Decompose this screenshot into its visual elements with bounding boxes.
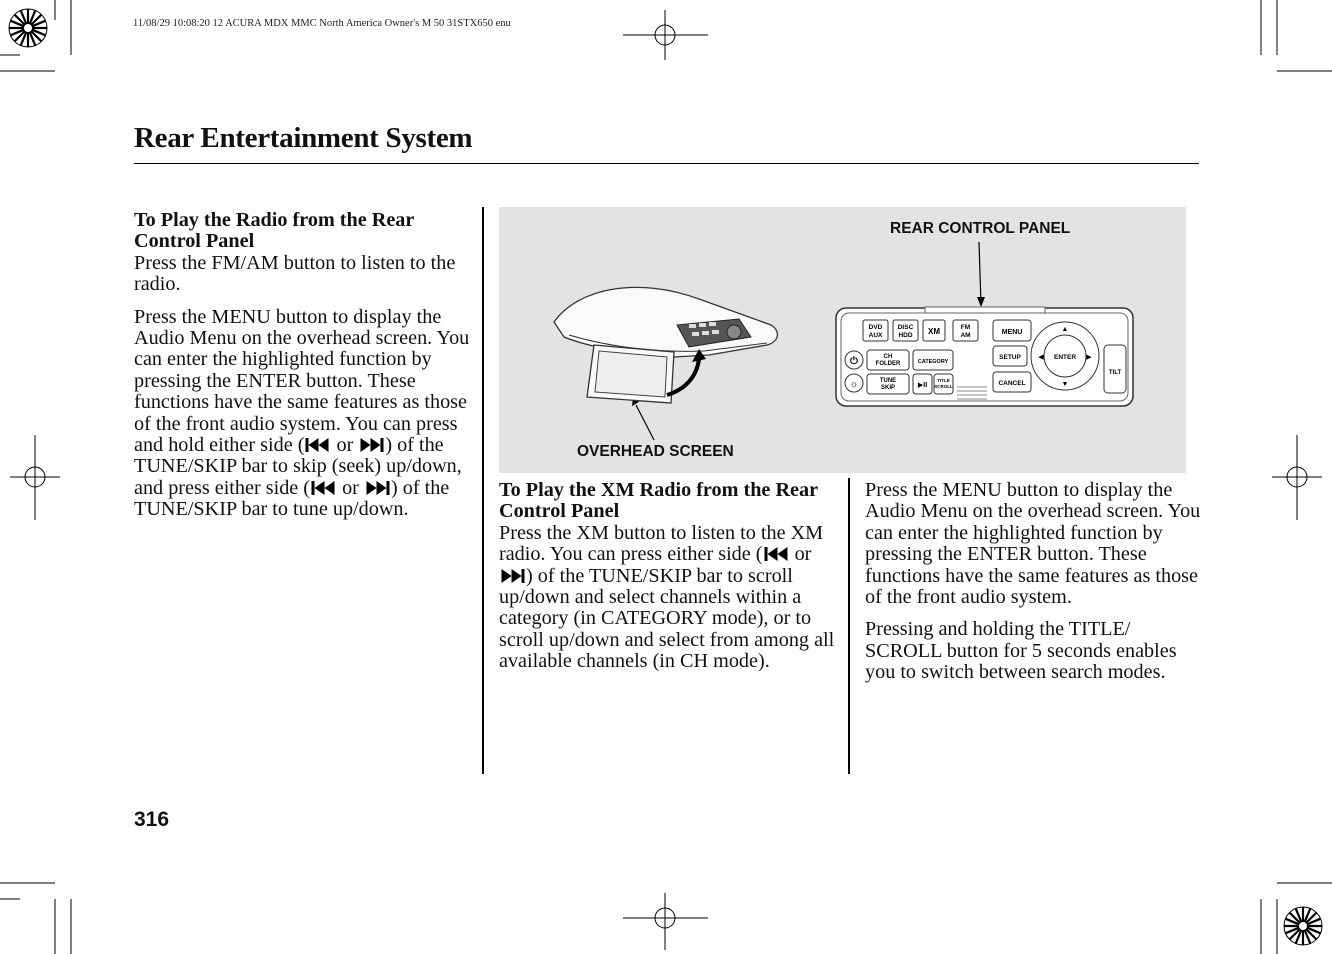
svg-text:TITLE: TITLE bbox=[937, 378, 950, 383]
svg-text:CATEGORY: CATEGORY bbox=[917, 359, 949, 365]
rear-control-panel-label: REAR CONTROL PANEL bbox=[890, 220, 1071, 237]
svg-text:SCROLL: SCROLL bbox=[934, 384, 953, 389]
section-title: Rear Entertainment System bbox=[134, 122, 473, 154]
middle-heading: To Play the XM Radio from the Rear Control Panel bbox=[499, 479, 818, 523]
svg-text:▲: ▲ bbox=[1061, 326, 1069, 333]
svg-text:DISC: DISC bbox=[897, 324, 914, 331]
svg-text:TUNE: TUNE bbox=[879, 378, 897, 384]
skip-forward-icon bbox=[364, 480, 391, 496]
left-para-2-a: Press the MENU button to display the Audio Menu on the overhead screen. You can enter the highlighted function by pressing the ENTER button. These functions have the same features as those of the front audio system. You can press and hold either side ( bbox=[134, 305, 470, 457]
skip-forward-icon bbox=[358, 437, 385, 453]
rear-control-panel-drawing bbox=[836, 307, 1133, 406]
svg-text:CANCEL: CANCEL bbox=[998, 380, 1026, 387]
left-para-2-c: ) of the TUNE/SKIP bar to tune up/down. bbox=[134, 476, 450, 521]
left-or-1: or bbox=[336, 434, 354, 457]
svg-text:XM: XM bbox=[928, 327, 940, 336]
middle-para bbox=[499, 523, 837, 673]
skip-back-icon bbox=[310, 480, 337, 496]
svg-text:CH: CH bbox=[883, 354, 893, 360]
svg-text:⏻: ⏻ bbox=[850, 356, 858, 367]
overhead-screen-label: OVERHEAD SCREEN bbox=[577, 443, 734, 460]
column-divider-left bbox=[482, 207, 484, 774]
illustration-drawing bbox=[499, 207, 1186, 473]
middle-or: or bbox=[794, 543, 812, 566]
left-column bbox=[134, 210, 472, 532]
skip-back-icon bbox=[763, 546, 790, 562]
svg-text:◀: ◀ bbox=[1038, 354, 1044, 361]
left-or-2: or bbox=[342, 476, 359, 499]
svg-text:▶II: ▶II bbox=[917, 382, 928, 389]
left-heading: To Play the Radio from the Rear Control Panel bbox=[134, 209, 414, 253]
illustration-panel bbox=[499, 207, 1186, 473]
title-rule bbox=[134, 163, 1199, 164]
page-number: 316 bbox=[134, 808, 170, 831]
svg-text:DVD: DVD bbox=[868, 324, 883, 331]
right-column bbox=[865, 480, 1203, 695]
svg-text:MENU: MENU bbox=[1001, 329, 1023, 336]
column-divider-right bbox=[848, 478, 850, 774]
svg-text:▶: ▶ bbox=[1086, 354, 1092, 361]
svg-text:FOLDER: FOLDER bbox=[875, 361, 901, 367]
middle-column bbox=[499, 480, 837, 684]
svg-text:SKIP: SKIP bbox=[880, 385, 896, 391]
skip-forward-icon bbox=[499, 568, 526, 584]
svg-text:SETUP: SETUP bbox=[999, 354, 1021, 361]
svg-text:AUX: AUX bbox=[868, 332, 883, 339]
svg-text:▼: ▼ bbox=[1061, 381, 1069, 388]
skip-back-icon bbox=[304, 437, 331, 453]
right-para-2: Pressing and holding the TITLE/ SCROLL button for 5 seconds enables you to switch between search modes. bbox=[865, 618, 1177, 684]
overhead-console-drawing bbox=[554, 287, 777, 403]
svg-text:AM: AM bbox=[960, 332, 971, 339]
left-para-2-b: ) of the TUNE/SKIP bar to skip (seek) up/down, and press either side ( bbox=[134, 434, 462, 499]
svg-text:HDD: HDD bbox=[898, 332, 913, 339]
print-header: 11/08/29 10:08:20 12 ACURA MDX MMC North America Owner's M 50 31STX650 enu bbox=[133, 18, 511, 29]
svg-text:☼: ☼ bbox=[849, 379, 859, 390]
svg-text:ENTER: ENTER bbox=[1053, 354, 1077, 361]
left-para-2 bbox=[134, 307, 472, 521]
svg-text:FM: FM bbox=[960, 324, 971, 331]
middle-para-b: ) of the TUNE/SKIP bar to scroll up/down and select channels within a category (in CATEGORY mode), or to scroll up/down and select from among all available channels (in CH mode). bbox=[499, 564, 835, 673]
middle-para-a: Press the XM button to listen to the XM radio. You can press either side ( bbox=[499, 521, 824, 566]
left-para-1: Press the FM/AM button to listen to the radio. bbox=[134, 251, 456, 296]
svg-text:TILT: TILT bbox=[1108, 370, 1122, 376]
right-para-1: Press the MENU button to display the Audio Menu on the overhead screen. You can enter the highlighted function by pressing the ENTER button. These functions have the same features as those of the front audio system. bbox=[865, 479, 1201, 609]
